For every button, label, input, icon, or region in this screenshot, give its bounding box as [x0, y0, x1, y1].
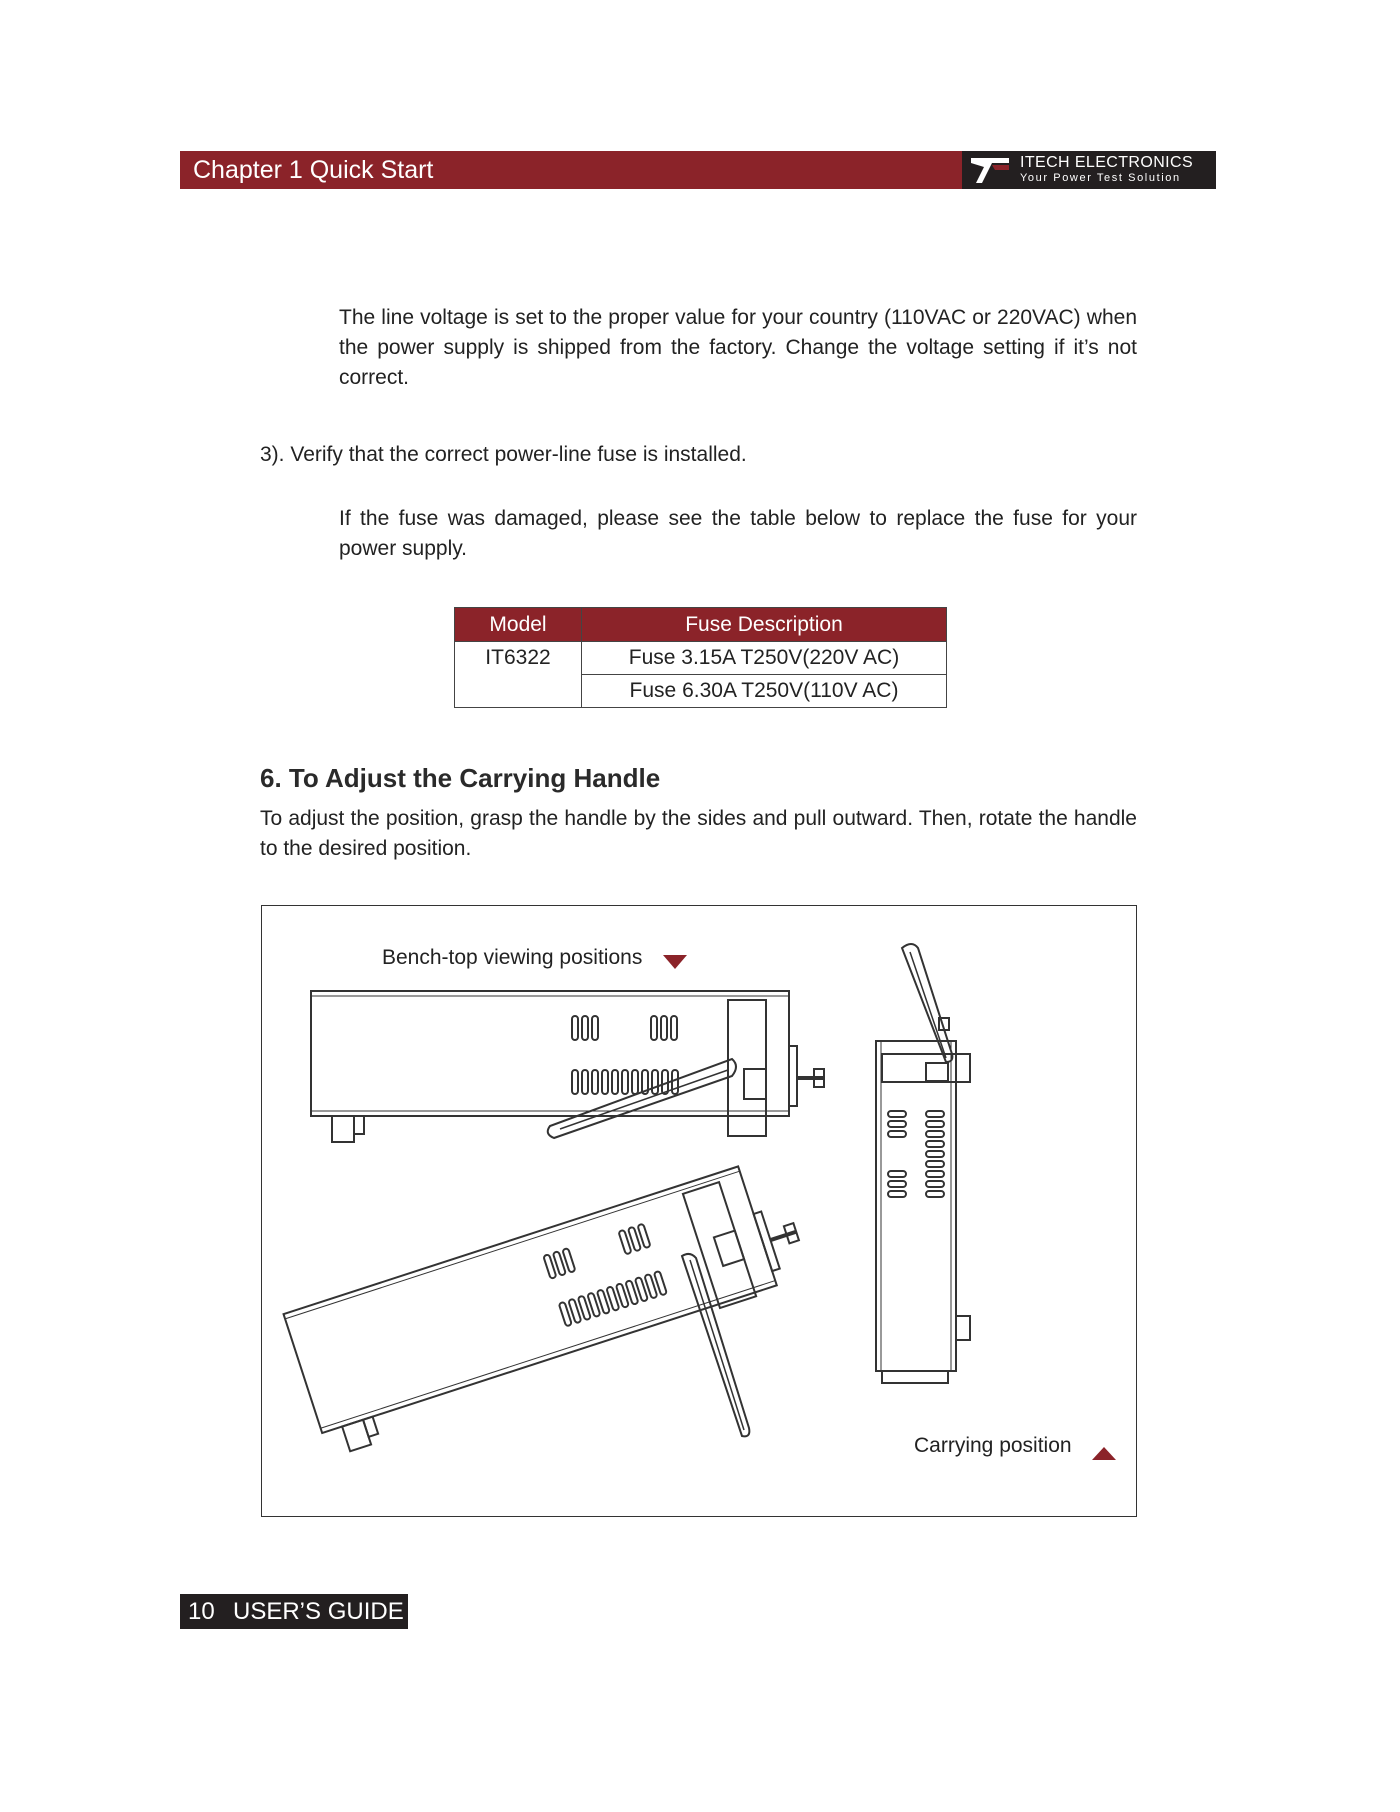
arrow-down-icon	[663, 955, 687, 969]
chapter-title: Chapter 1 Quick Start	[193, 156, 434, 184]
logo-brand-text: ITECH ELECTRONICS	[1020, 154, 1194, 171]
arrow-up-icon	[1092, 1447, 1116, 1460]
footer-badge	[180, 1594, 408, 1629]
table-row	[455, 642, 947, 675]
section-text: To adjust the position, grasp the handle by the sides and pull outward. Then, rotate the handle to the desired position.	[260, 807, 1137, 860]
step-3-text: 3). Verify that the correct power-line fuse is installed.	[260, 443, 747, 466]
fuse-note: If the fuse was damaged, please see the table below to replace the fuse for your power supply.	[339, 507, 1137, 560]
bench-top-label: Bench-top viewing positions	[382, 946, 643, 969]
fuse-description-cell: Fuse 3.15A T250V(220V AC)	[582, 642, 947, 675]
page-number: 10	[188, 1598, 215, 1625]
voltage-note: The line voltage is set to the proper value for your country (110VAC or 220VAC) when the power supply is shipped from the factory. Change the voltage setting if it’s not correct.	[339, 306, 1137, 389]
users-guide-label: USER’S GUIDE	[233, 1598, 404, 1625]
fuse-table	[454, 607, 947, 708]
tilted-handle-drawing	[682, 1254, 749, 1436]
logo-tagline-text: Your Power Test Solution	[1020, 172, 1181, 184]
carrying-position-label: Carrying position	[914, 1434, 1072, 1457]
header-model: Model	[455, 608, 582, 642]
handle-positions-figure	[261, 905, 1137, 1517]
itech-logo	[962, 151, 1216, 189]
instrument-carrying-drawing	[876, 944, 970, 1383]
model-cell: IT6322	[455, 642, 582, 708]
table-header-row	[455, 608, 947, 642]
instrument-flat-drawing	[311, 991, 824, 1142]
section-heading: 6. To Adjust the Carrying Handle	[260, 763, 661, 793]
itech-logo-icon	[968, 154, 1012, 186]
fuse-description-cell: Fuse 6.30A T250V(110V AC)	[582, 675, 947, 708]
handle-positions-drawing	[262, 906, 1136, 1516]
header-fuse-description: Fuse Description	[582, 608, 947, 642]
chapter-header-bar	[180, 151, 1216, 189]
